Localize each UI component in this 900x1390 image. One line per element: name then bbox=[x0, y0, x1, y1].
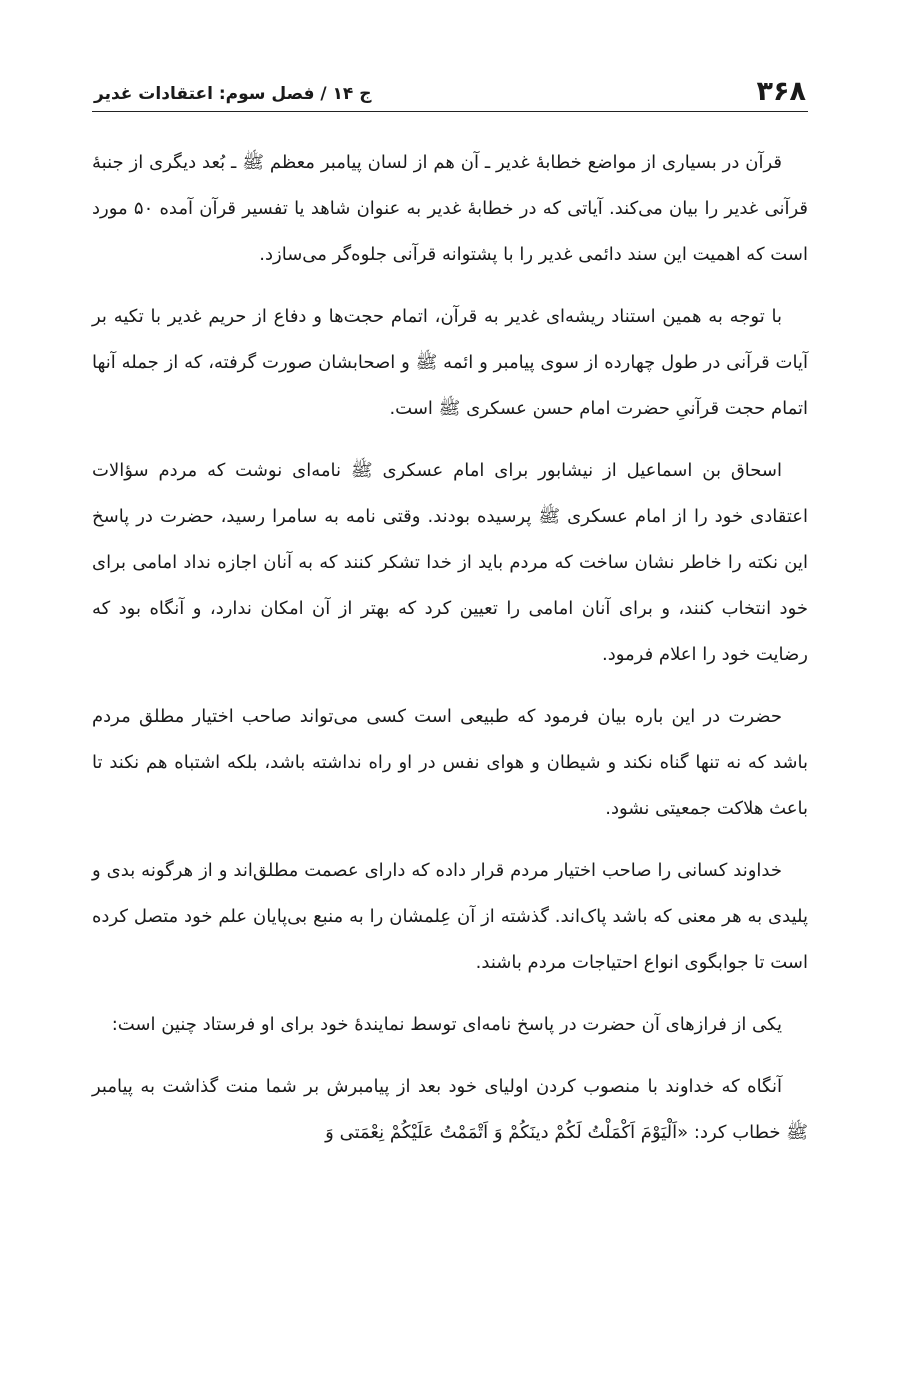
page-number: ۳۶۸ bbox=[756, 76, 806, 107]
page-header bbox=[92, 60, 808, 112]
paragraph-5 bbox=[92, 848, 808, 986]
running-title: ج ۱۴ / فصل سوم: اعتقادات غدیر bbox=[94, 84, 372, 104]
paragraph-text: آنگاه که خداوند با منصوب کردن اولیای خود بعد از پیامبرش بر شما منت گذاشت به پیامبر ﷺ خطاب کرد: «اَلْیَوْمَ اَکْمَلْتُ لَکُمْ دینَکُمْ وَ اَتْمَمْتُ عَلَیْکُمْ نِعْمَتی وَ bbox=[92, 1076, 808, 1143]
paragraph-6 bbox=[92, 1002, 808, 1048]
paragraph-text: قرآن در بسیاری از مواضع خطابۀ غدیر ـ آن هم از لسان پیامبر معظم ﷺ ـ بُعد دیگری از جنبۀ قرآنی غدیر را بیان می‌کند. آیاتی که در خطابۀ غدیر به عنوان شاهد یا تفسیر قرآن آمده ۵۰ مورد است که اهمیت این سند دائمی غدیر را با پشتوانه قرآنی جلوه‌گر می‌سازد. bbox=[92, 152, 808, 265]
paragraph-1 bbox=[92, 140, 808, 278]
paragraph-text: خداوند کسانی را صاحب اختیار مردم قرار داده که دارای عصمت مطلق‌اند و از هرگونه بدی و پلیدی به هر معنی که باشد پاک‌اند. گذشته از آن عِلمشان را به منبع بی‌پایان علم خود متصل کرده است تا جوابگوی انواع احتیاجات مردم باشند. bbox=[92, 860, 808, 973]
paragraph-3 bbox=[92, 448, 808, 678]
paragraph-2 bbox=[92, 294, 808, 432]
paragraph-text: اسحاق بن اسماعیل از نیشابور برای امام عسکری ﷺ نامه‌ای نوشت که مردم سؤالات اعتقادی خود را از امام عسکری ﷺ پرسیده بودند. وقتی نامه به سامرا رسید، حضرت در پاسخ این نکته را خاطر نشان ساخت که مردم باید از خدا تشکر کنند که به آنان اجازه نداد امامی برای خود انتخاب کنند، و برای آنان امامی را تعیین کرد که بهتر از آن امکان ندارد، و آنگاه بود که رضایت خود را اعلام فرمود. bbox=[92, 460, 808, 665]
book-page bbox=[92, 60, 808, 1172]
page-body bbox=[92, 140, 808, 1156]
paragraph-4 bbox=[92, 694, 808, 832]
paragraph-7 bbox=[92, 1064, 808, 1156]
paragraph-text: حضرت در این باره بیان فرمود که طبیعی است کسی می‌تواند صاحب اختیار مطلق مردم باشد که نه تنها گناه نکند و شیطان و هوای نفس در او راه نداشته باشد، بلکه اشتباه هم نکند تا باعث هلاکت جمعیتی نشود. bbox=[92, 706, 808, 819]
paragraph-text: یکی از فرازهای آن حضرت در پاسخ نامه‌ای توسط نمایندۀ خود برای او فرستاد چنین است: bbox=[111, 1014, 782, 1035]
paragraph-text: با توجه به همین استناد ریشه‌ای غدیر به قرآن، اتمام حجت‌ها و دفاع از حریم غدیر با تکیه بر آیات قرآنی در طول چهارده از سوی پیامبر و ائمه ﷺ و اصحابشان صورت گرفته، که از جمله آنها اتمام حجت قرآنیِ حضرت امام حسن عسکری ﷺ است. bbox=[92, 306, 808, 419]
